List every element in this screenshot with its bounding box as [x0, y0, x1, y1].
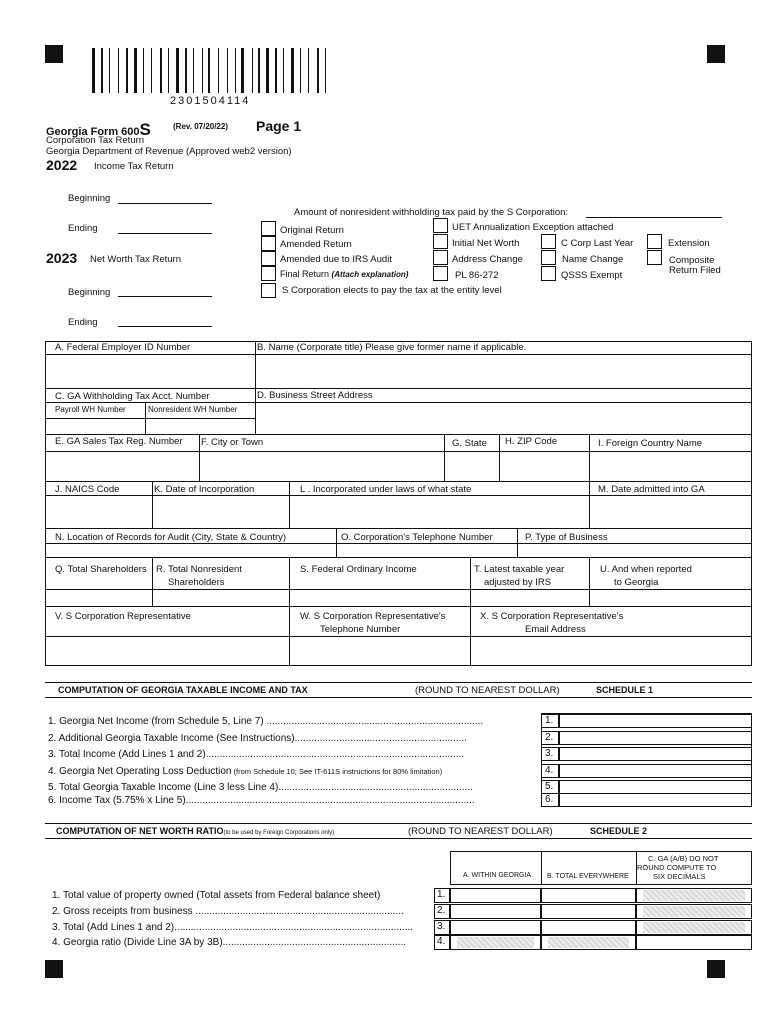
when-reported-input[interactable]	[590, 590, 751, 605]
schedule2-line-4-col-c-input[interactable]	[636, 935, 752, 950]
latest-year-input[interactable]	[471, 590, 588, 605]
date-admitted-input[interactable]	[590, 496, 751, 527]
field-p-label: P. Type of Business	[525, 532, 608, 543]
field-c-label: C. GA Withholding Tax Acct. Number	[55, 391, 210, 402]
col-c-header-2: ROUND COMPUTE TO	[637, 863, 717, 872]
nonresident-wh-label: Nonresident WH Number	[148, 405, 238, 414]
qsss-exempt-checkbox[interactable]	[541, 266, 556, 281]
schedule2-line-1-col-b-input[interactable]	[541, 888, 636, 903]
registration-mark-top-left	[45, 45, 63, 63]
networth-beginning-label: Beginning	[68, 287, 111, 298]
barcode	[92, 48, 342, 93]
registration-mark-bottom-left	[45, 960, 63, 978]
amended-return-checkbox[interactable]	[261, 236, 276, 251]
address-change-checkbox[interactable]	[433, 250, 448, 265]
field-w-label: W. S Corporation Representative's	[300, 611, 446, 622]
field-n-label: N. Location of Records for Audit (City, State & Country)	[55, 532, 287, 543]
business-type-input[interactable]	[518, 544, 751, 556]
nonresident-wh-input[interactable]	[146, 419, 254, 433]
schedule2-line-3-label: 3. Total (Add Lines 1 and 2)......................................................................................	[52, 922, 414, 933]
composite-label: Composite	[669, 255, 715, 266]
schedule2-line-4-number: 4.	[434, 935, 450, 950]
records-location-input[interactable]	[46, 544, 335, 556]
header-line-1: Corporation Tax Return	[46, 135, 145, 146]
schedule1-line-6-number: 6.	[541, 793, 559, 807]
initial-net-worth-checkbox[interactable]	[433, 234, 448, 249]
col-b-header: B. TOTAL EVERYWHERE	[547, 873, 629, 880]
page-number: Page 1	[256, 118, 302, 134]
schedule2-label: SCHEDULE 2	[590, 826, 648, 836]
original-return-checkbox[interactable]	[261, 221, 276, 236]
field-b-label: B. Name (Corporate title) Please give former name if applicable.	[257, 342, 527, 353]
schedule1-line-2-input[interactable]	[559, 731, 752, 745]
schedule1-line-4-number: 4.	[541, 764, 559, 778]
schedule2-line-2-number: 2.	[434, 904, 450, 919]
original-return-label: Original Return	[280, 225, 344, 236]
schedule1-line-3-input[interactable]	[559, 747, 752, 761]
networth-label: Net Worth Tax Return	[90, 254, 181, 265]
schedule2-line-1-col-c-input	[636, 888, 752, 903]
schedule1-line-2-number: 2.	[541, 731, 559, 745]
final-return-checkbox[interactable]	[261, 266, 276, 281]
field-m-label: M. Date admitted into GA	[598, 484, 705, 495]
initial-net-worth-label: Initial Net Worth	[452, 238, 520, 249]
representative-email-input[interactable]	[471, 637, 751, 665]
incorporation-date-input[interactable]	[153, 496, 288, 527]
schedule1-round: (ROUND TO NEAREST DOLLAR)	[415, 685, 560, 696]
naics-input[interactable]	[46, 496, 151, 527]
schedule1-line-3-label: 3. Total Income (Add Lines 1 and 2).............................................................................................	[48, 749, 465, 760]
schedule2-line-1-number: 1.	[434, 888, 450, 903]
schedule2-line-2-col-c-input	[636, 904, 752, 919]
c-corp-last-year-checkbox[interactable]	[541, 234, 556, 249]
nonresident-withholding-field[interactable]	[586, 217, 722, 218]
field-o-label: O. Corporation's Telephone Number	[341, 532, 493, 543]
qsss-exempt-label: QSSS Exempt	[561, 270, 623, 281]
foreign-country-input[interactable]	[590, 452, 751, 480]
field-k-label: K. Date of Incorporation	[154, 484, 255, 495]
federal-income-input[interactable]	[290, 590, 469, 605]
schedule1-line-2-label: 2. Additional Georgia Taxable Income (See Instructions)..............................................................	[48, 733, 467, 744]
schedule2-line-2-label: 2. Gross receipts from business ...........................................................................	[52, 906, 404, 917]
field-h-label: H. ZIP Code	[505, 436, 558, 447]
amended-return-label: Amended Return	[280, 239, 352, 250]
networth-ending-field[interactable]	[118, 326, 212, 327]
schedule1-line-6-label: 6. Income Tax (5.75% x Line 5)........................................................................................................	[48, 795, 475, 806]
income-tax-label: Income Tax Return	[94, 161, 174, 172]
col-c-header-1: C. GA (A/B) DO NOT	[648, 854, 719, 863]
networth-ending-label: Ending	[68, 317, 98, 328]
field-r-label: R. Total Nonresident	[156, 564, 242, 575]
field-d-label: D. Business Street Address	[257, 390, 373, 401]
field-t-label-2: adjusted by IRS	[484, 577, 552, 588]
c-corp-last-year-label: C Corp Last Year	[561, 238, 634, 249]
final-return-label: Final Return (Attach explanation)	[280, 269, 409, 279]
nonresident-shareholders-input[interactable]	[153, 590, 288, 605]
form-title: Georgia Form 600S	[46, 120, 151, 139]
payroll-wh-input[interactable]	[46, 419, 144, 433]
composite-checkbox[interactable]	[647, 250, 662, 265]
pl-86-272-label: PL 86-272	[455, 270, 499, 281]
extension-checkbox[interactable]	[647, 234, 662, 249]
header-line-2: Georgia Department of Revenue (Approved web2 version)	[46, 146, 292, 157]
total-shareholders-input[interactable]	[46, 590, 151, 605]
field-l-label: L . Incorporated under laws of what state	[300, 484, 472, 495]
field-j-label: J. NAICS Code	[55, 484, 120, 495]
field-u-label-2: to Georgia	[614, 577, 659, 588]
field-v-label: V. S Corporation Representative	[55, 611, 191, 622]
representative-input[interactable]	[46, 637, 288, 665]
schedule2-line-3-col-c-input	[636, 920, 752, 935]
income-ending-field[interactable]	[118, 233, 212, 234]
uet-checkbox[interactable]	[433, 218, 448, 233]
representative-phone-input[interactable]	[290, 637, 469, 665]
schedule2-title: COMPUTATION OF NET WORTH RATIO(to be used by Foreign Corporations only)	[56, 826, 335, 836]
nonresident-withholding-label: Amount of nonresident withholding tax paid by the S Corporation:	[294, 207, 569, 218]
entity-level-label: S Corporation elects to pay the tax at the entity level	[282, 285, 502, 296]
name-change-checkbox[interactable]	[541, 250, 556, 265]
amended-irs-checkbox[interactable]	[261, 251, 276, 266]
payroll-wh-label: Payroll WH Number	[55, 405, 126, 414]
amended-irs-label: Amended due to IRS Audit	[280, 254, 392, 265]
field-i-label: I. Foreign Country Name	[598, 438, 703, 449]
schedule1-label: SCHEDULE 1	[596, 685, 654, 695]
schedule1-line-5-label: 5. Total Georgia Taxable Income (Line 3 less Line 4)......................................................................	[48, 782, 473, 793]
field-r-label-2: Shareholders	[168, 577, 225, 588]
schedule1-line-5-number: 5.	[541, 780, 559, 794]
state-input[interactable]	[445, 452, 498, 480]
extension-label: Extension	[668, 238, 710, 249]
schedule2-line-4-col-a-input	[450, 935, 541, 950]
sales-tax-input[interactable]	[46, 452, 198, 480]
revision-date: (Rev. 07/20/22)	[173, 122, 228, 131]
field-q-label: Q. Total Shareholders	[55, 564, 147, 575]
schedule2-line-2-col-a-input[interactable]	[450, 904, 541, 919]
field-t-label: T. Latest taxable year	[474, 564, 565, 575]
schedule2-line-1-col-a-input[interactable]	[450, 888, 541, 903]
pl-86-272-checkbox[interactable]	[433, 266, 448, 281]
fein-input[interactable]	[46, 355, 254, 387]
city-input[interactable]	[200, 452, 443, 480]
corporate-name-input[interactable]	[256, 355, 751, 387]
schedule2-line-3-number: 3.	[434, 920, 450, 935]
schedule2-line-3-col-b-input[interactable]	[541, 920, 636, 935]
field-f-label: F. City or Town	[201, 437, 264, 448]
street-address-input[interactable]	[256, 403, 751, 433]
uet-label: UET Annualization Exception attached	[452, 222, 614, 233]
schedule1-line-1-input[interactable]	[559, 714, 752, 728]
schedule1-line-4-label: 4. Georgia Net Operating Loss Deduction (from Schedule 10; See IT-611S instructions for 80% limitation)	[48, 766, 443, 777]
networth-beginning-field[interactable]	[118, 296, 212, 297]
telephone-input[interactable]	[337, 544, 516, 556]
entity-level-checkbox[interactable]	[261, 283, 276, 298]
field-x-label-2: Email Address	[525, 624, 586, 635]
schedule1-line-6-input[interactable]	[559, 793, 752, 807]
schedule1-line-3-number: 3.	[541, 747, 559, 761]
field-u-label: U. And when reported	[600, 564, 692, 575]
registration-mark-top-right	[707, 45, 725, 63]
schedule2-line-2-col-b-input[interactable]	[541, 904, 636, 919]
schedule2-line-4-label: 4. Georgia ratio (Divide Line 3A by 3B)..................................................................	[52, 937, 407, 948]
networth-year: 2023	[46, 250, 78, 266]
field-x-label: X. S Corporation Representative's	[480, 611, 624, 622]
field-g-label: G. State	[452, 438, 487, 449]
schedule1-title: COMPUTATION OF GEORGIA TAXABLE INCOME AND TAX	[58, 685, 308, 695]
field-w-label-2: Telephone Number	[320, 624, 401, 635]
income-beginning-field[interactable]	[118, 203, 212, 204]
income-beginning-label: Beginning	[68, 193, 111, 204]
address-change-label: Address Change	[452, 254, 523, 265]
registration-mark-bottom-right	[707, 960, 725, 978]
schedule2-round: (ROUND TO NEAREST DOLLAR)	[408, 826, 553, 837]
schedule1-line-4-input[interactable]	[559, 764, 752, 778]
incorporated-state-input[interactable]	[290, 496, 588, 527]
name-change-label: Name Change	[562, 254, 624, 265]
schedule2-line-3-col-a-input[interactable]	[450, 920, 541, 935]
schedule1-line-5-input[interactable]	[559, 780, 752, 794]
income-ending-label: Ending	[68, 223, 98, 234]
field-a-label: A. Federal Employer ID Number	[55, 342, 191, 353]
schedule1-line-1-number: 1.	[541, 714, 559, 728]
field-e-label: E. GA Sales Tax Reg. Number	[55, 436, 183, 447]
income-year: 2022	[46, 157, 78, 173]
barcode-number: 2301504114	[170, 95, 251, 107]
schedule2-line-1-label: 1. Total value of property owned (Total assets from Federal balance sheet)	[52, 890, 381, 901]
zip-input[interactable]	[500, 452, 588, 480]
col-c-header-3: SIX DECIMALS	[653, 872, 706, 881]
return-filed-label: Return Filed	[669, 265, 721, 276]
schedule2-line-4-col-b-input	[541, 935, 636, 950]
schedule1-line-1-label: 1. Georgia Net Income (from Schedule 5, Line 7) ..............................................................................	[48, 716, 484, 727]
col-a-header: A. WITHIN GEORGIA	[463, 872, 532, 879]
field-s-label: S. Federal Ordinary Income	[300, 564, 417, 575]
